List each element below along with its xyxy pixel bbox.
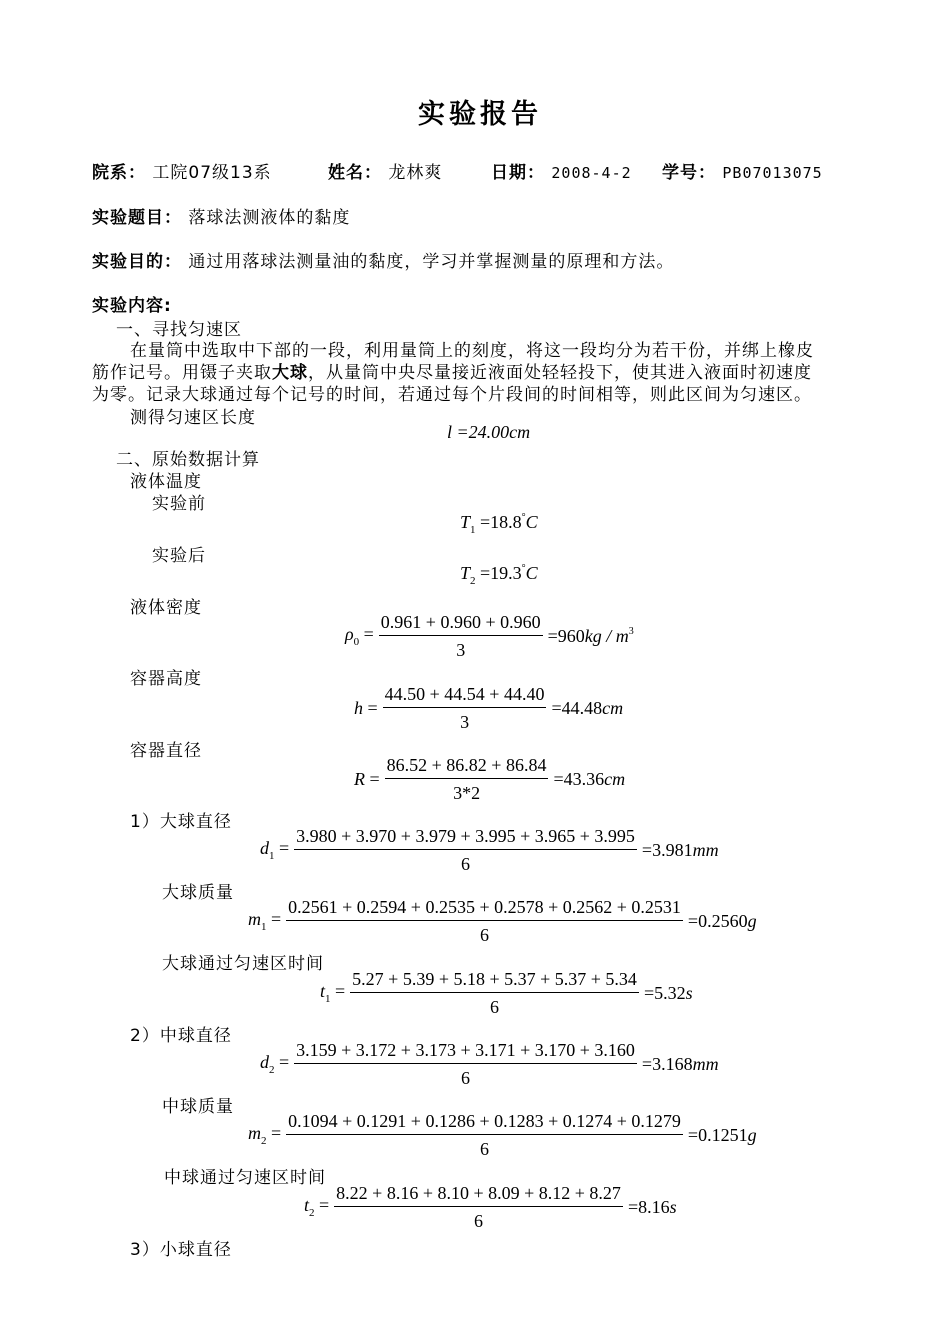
measure-label: 测得匀速区长度 xyxy=(130,408,256,428)
fraction xyxy=(334,1183,623,1231)
eq-unit: cm xyxy=(602,697,624,718)
eq-unit: s xyxy=(669,1196,677,1217)
after-label: 实验后 xyxy=(152,546,206,566)
numerator: 86.52 + 86.82 + 86.84 xyxy=(385,755,549,779)
eq-result: =3.981 xyxy=(641,839,693,860)
denominator: 3 xyxy=(456,640,466,660)
eq-symbol: R xyxy=(354,768,365,789)
big-time-equation: $t_1$ = $\frac{5.27 + 5.39 + 5.18 + 5.37 + 5.37 + 5.34}{6}$ =5.32s xyxy=(320,969,693,1017)
name-value: 龙林爽 xyxy=(388,163,443,183)
eq-symbol: ρ xyxy=(345,624,354,644)
eq-result: =0.2560 xyxy=(687,910,748,931)
header-row: 院系： 工院07级13系 xyxy=(92,163,272,183)
name-field: 姓名： 龙林爽 xyxy=(328,163,443,183)
eq-subscript: 1 xyxy=(261,921,267,933)
fraction xyxy=(379,612,543,660)
mid-diameter-equation: $d_2$ = $\frac{3.159 + 3.172 + 3.173 + 3.171 + 3.170 + 3.160}{6}$ =3.168mm xyxy=(260,1040,719,1088)
eq-result: =960 xyxy=(547,625,585,646)
section1-para-line3: 为零。记录大球通过每个记号的时间，若通过每个片段间的时间相等，则此区间为匀速区。 xyxy=(92,385,812,405)
mid-time-equation: $t_2$ = $\frac{8.22 + 8.16 + 8.10 + 8.09 + 8.12 + 8.27}{6}$ =8.16s xyxy=(304,1183,677,1231)
eq-symbol: m xyxy=(248,1123,261,1143)
denominator: 3*2 xyxy=(453,783,481,803)
section1-heading: 一、寻找匀速区 xyxy=(116,320,242,340)
height-equation: h = $\frac{44.50 + 44.54 + 44.40}{3}$ =44.48cm xyxy=(354,684,624,732)
numerator: 5.27 + 5.39 + 5.18 + 5.37 + 5.37 + 5.34 xyxy=(350,969,639,993)
before-label: 实验前 xyxy=(152,494,206,514)
eq-subscript: 2 xyxy=(470,575,476,587)
numerator: 3.980 + 3.970 + 3.979 + 3.995 + 3.965 + 3.995 xyxy=(294,826,637,850)
eq-result: =19.3 xyxy=(480,563,522,583)
mid-mass-equation: $m_2$ = $\frac{0.1094 + 0.1291 + 0.1286 + 0.1283 + 0.1274 + 0.1279}{6}$ =0.1251g xyxy=(248,1111,757,1159)
name-label: 姓名 xyxy=(328,163,364,183)
dept-label: 院系 xyxy=(92,163,128,183)
topic-label: 实验题目 xyxy=(92,208,164,228)
date-field: 日期： 2008-4-2 xyxy=(491,163,632,183)
eq-unit: mm xyxy=(692,839,719,860)
purpose-value: 通过用落球法测量油的黏度，学习并掌握测量的原理和方法。 xyxy=(188,252,675,272)
eq-unit: s xyxy=(685,982,693,1003)
eq-subscript: 2 xyxy=(261,1135,267,1147)
diameter-label: 容器直径 xyxy=(130,741,202,761)
eq-unit: kg / m xyxy=(584,625,629,646)
fraction xyxy=(383,684,547,732)
fraction xyxy=(350,969,639,1017)
temp-label: 液体温度 xyxy=(130,472,202,492)
big-mass-label: 大球质量 xyxy=(162,883,234,903)
id-label: 学号 xyxy=(662,163,698,183)
numerator: 3.159 + 3.172 + 3.173 + 3.171 + 3.170 + 3.160 xyxy=(294,1040,637,1064)
para-text: 筋作记号。用镊子夹取 xyxy=(92,363,272,383)
fraction xyxy=(286,897,683,945)
temp-after-equation: $T_2 =19.3^\circ C$ xyxy=(460,563,538,587)
para-bold-text: 大球 xyxy=(272,363,308,383)
eq-symbol: t xyxy=(320,981,326,1001)
fraction xyxy=(385,755,549,803)
radius-equation: R = $\frac{86.52 + 86.82 + 86.84}{3*2}$ =43.36cm xyxy=(354,755,626,803)
denominator: 6 xyxy=(461,1068,471,1088)
section2-heading: 二、原始数据计算 xyxy=(116,450,260,470)
fraction xyxy=(294,826,637,874)
eq-symbol: h xyxy=(354,697,363,718)
temp-before-equation: $T_1 =18.8^\circ C$ xyxy=(460,512,538,536)
numerator: 0.961 + 0.960 + 0.960 xyxy=(379,612,543,636)
denominator: 6 xyxy=(474,1211,484,1231)
eq-result: =18.8 xyxy=(480,512,522,532)
eq-unit: g xyxy=(747,1124,757,1145)
eq-symbol: T xyxy=(460,563,471,583)
numerator: 0.1094 + 0.1291 + 0.1286 + 0.1283 + 0.1274 + 0.1279 xyxy=(286,1111,683,1135)
eq-subscript: 1 xyxy=(269,850,275,862)
numerator: 44.50 + 44.54 + 44.40 xyxy=(383,684,547,708)
eq-subscript: 1 xyxy=(325,993,331,1005)
eq-unit-sup: 3 xyxy=(628,625,634,637)
big-time-label: 大球通过匀速区时间 xyxy=(162,954,324,974)
eq-result: =0.1251 xyxy=(687,1124,748,1145)
date-label: 日期 xyxy=(491,163,527,183)
length-equation: l =24.00cm xyxy=(447,422,531,442)
eq-subscript: 2 xyxy=(309,1207,315,1219)
eq-symbol: d xyxy=(260,838,269,858)
big-diameter-label: 1）大球直径 xyxy=(130,812,232,832)
eq-unit: C xyxy=(525,512,538,532)
eq-subscript: 1 xyxy=(470,524,476,536)
fraction xyxy=(294,1040,637,1088)
content-label: 实验内容 xyxy=(92,296,164,316)
purpose-line: 实验目的： 通过用落球法测量油的黏度，学习并掌握测量的原理和方法。 xyxy=(92,252,675,272)
mid-diameter-label: 2）中球直径 xyxy=(130,1026,232,1046)
denominator: 6 xyxy=(461,854,471,874)
purpose-label: 实验目的 xyxy=(92,252,164,272)
eq-unit: cm xyxy=(604,768,626,789)
eq-result: =43.36 xyxy=(553,768,605,789)
content-heading: 实验内容: xyxy=(92,296,172,316)
fraction xyxy=(286,1111,683,1159)
id-value: PB07013075 xyxy=(722,164,823,182)
eq-symbol: t xyxy=(304,1195,310,1215)
page-title: 实验报告 xyxy=(418,99,542,130)
date-value: 2008-4-2 xyxy=(551,164,632,182)
denominator: 3 xyxy=(460,712,470,732)
eq-subscript: 2 xyxy=(269,1064,275,1076)
height-label: 容器高度 xyxy=(130,669,202,689)
eq-unit: C xyxy=(525,563,538,583)
eq-result: =8.16 xyxy=(627,1196,670,1217)
para-text: ，从量筒中央尽量接近液面处轻轻投下，使其进入液面时初速度 xyxy=(308,363,812,383)
big-diameter-equation: $d_1$ = $\frac{3.980 + 3.970 + 3.979 + 3.995 + 3.965 + 3.995}{6}$ =3.981mm xyxy=(260,826,719,874)
numerator: 8.22 + 8.16 + 8.10 + 8.09 + 8.12 + 8.27 xyxy=(334,1183,623,1207)
eq-subscript: 0 xyxy=(353,636,360,648)
id-field: 学号： PB07013075 xyxy=(662,163,823,183)
eq-result: =3.168 xyxy=(641,1053,693,1074)
denominator: 6 xyxy=(480,925,490,945)
denominator: 6 xyxy=(490,997,500,1017)
eq-symbol: m xyxy=(248,909,261,929)
dept-value: 工院07级13系 xyxy=(152,163,272,183)
eq-symbol: d xyxy=(260,1052,269,1072)
small-diameter-label: 3）小球直径 xyxy=(130,1240,232,1260)
topic-value: 落球法测液体的黏度 xyxy=(188,208,351,228)
eq-unit: mm xyxy=(692,1053,719,1074)
mid-time-label: 中球通过匀速区时间 xyxy=(164,1168,326,1188)
topic-line: 实验题目： 落球法测液体的黏度 xyxy=(92,208,351,228)
eq-result: =5.32 xyxy=(643,982,686,1003)
density-equation: $\rho_0$ = $\frac{0.961 + 0.960 + 0.960}{3}$ $=960kg / m^3$ xyxy=(345,612,634,660)
big-mass-equation: $m_1$ = $\frac{0.2561 + 0.2594 + 0.2535 + 0.2578 + 0.2562 + 0.2531}{6}$ =0.2560g xyxy=(248,897,757,945)
eq-result: =44.48 xyxy=(551,697,603,718)
eq-unit: g xyxy=(747,910,757,931)
numerator: 0.2561 + 0.2594 + 0.2535 + 0.2578 + 0.2562 + 0.2531 xyxy=(286,897,683,921)
section1-para-line1: 在量筒中选取中下部的一段，利用量筒上的刻度，将这一段均分为若干份，并绑上橡皮 xyxy=(130,341,814,361)
mid-mass-label: 中球质量 xyxy=(162,1097,234,1117)
eq-symbol: T xyxy=(460,512,471,532)
denominator: 6 xyxy=(480,1139,490,1159)
density-label: 液体密度 xyxy=(130,598,202,618)
